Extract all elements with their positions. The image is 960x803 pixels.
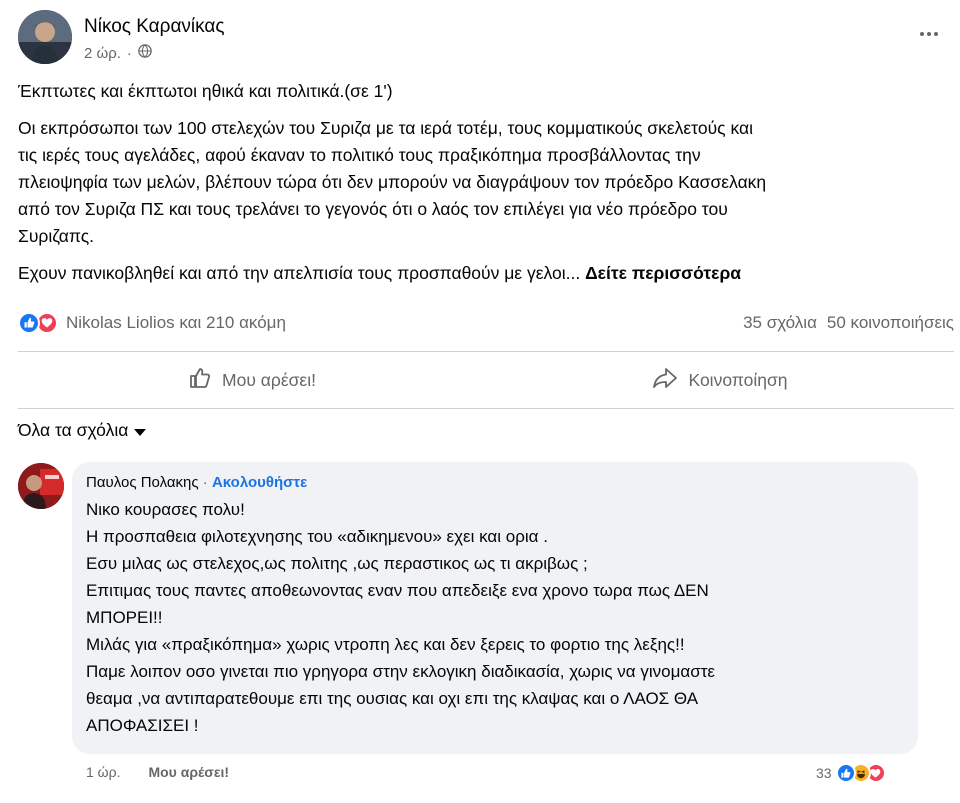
comment-line: θεαμα ,να αντιπαρατεθουμε επι της ουσιας και οχι επι της κλαψας και ο ΛΑΟΣ ΘΑ <box>86 689 699 708</box>
like-reaction-icon <box>18 312 40 334</box>
comment-reaction-count: 33 <box>816 765 832 781</box>
comment-reactions[interactable] <box>816 763 886 783</box>
post-headline: Έκπτωτες και έκπτωτοι ηθικά και πολιτικά.(σε 1') <box>18 81 393 101</box>
comment-bubble <box>72 462 918 754</box>
engagement-counts <box>743 313 954 333</box>
paragraph-line: πλειοψηφία των μελών, βλέπουν τώρα ότι δεν μπορούν να διαγράψουν τον πρόεδρο Κασσελακη <box>18 172 767 192</box>
comment-line: Μιλάς για «πραξικόπημα» χωρις ντροπη λες και δεν ξερεις το φορτιο της λεξης!! <box>86 635 685 654</box>
divider <box>18 408 954 409</box>
post-header <box>18 10 948 66</box>
comment-like-link[interactable]: Μου αρέσει! <box>148 764 230 780</box>
comment-text <box>86 496 904 739</box>
comment-line: Εσυ μιλας ως στελεχος,ως πολιτης ,ως περαστικος ως τι ακριβως ; <box>86 554 588 573</box>
post-body <box>18 78 948 297</box>
comment-line: Η προσπαθεια φιλοτεχνησης του «αδικημενου» εχει και ορια . <box>86 527 548 546</box>
reactions-bar <box>18 309 954 337</box>
comment-line: ΑΠΟΦΑΣΙΣΕΙ ! <box>86 716 199 735</box>
follow-link[interactable]: Ακολουθήστε <box>211 474 308 491</box>
like-button-label: Μου αρέσει! <box>222 369 316 390</box>
more-options-button[interactable] <box>916 24 942 44</box>
dot-icon <box>920 32 924 36</box>
comment-line: Νικο κουρασες πολυ! <box>86 500 245 519</box>
comments-count[interactable]: 35 σχόλια <box>743 313 817 332</box>
globe-icon[interactable] <box>138 44 152 62</box>
share-arrow-icon <box>652 366 678 395</box>
comment-line: Παμε λοιπον οσο γινεται πιο γρηγορα στην εκλογικη διαδικασία, χωρις να γινομαστε <box>86 662 715 681</box>
comment-line: ΜΠΟΡΕΙ!! <box>86 608 163 627</box>
shares-count[interactable]: 50 κοινοποιήσεις <box>826 313 954 332</box>
comment-time[interactable]: 1 ώρ. <box>86 764 121 780</box>
truncated-text: Εχουν πανικοβληθεί και από την απελπισία τους προσπαθούν με γελοι... <box>18 263 581 283</box>
see-more-link[interactable]: Δείτε περισσότερα <box>585 263 742 283</box>
post-time[interactable]: 2 ώρ. <box>84 44 121 62</box>
paragraph-line: Συριζαπς. <box>18 226 95 246</box>
like-reaction-icon <box>836 763 856 783</box>
comments-filter-dropdown[interactable] <box>18 420 146 441</box>
post-paragraph <box>18 115 948 250</box>
meta-dot: · <box>126 44 132 62</box>
comment-line: Επιτιμας τους παντες αποθεωνοντας εναν που απεδειξε ενα χρονο τωρα πως ΔΕΝ <box>86 581 709 600</box>
commenter-name[interactable]: Παυλος Πολακης <box>86 474 199 491</box>
share-button-label: Κοινοποίηση <box>688 369 788 390</box>
reactions-summary[interactable] <box>18 312 286 334</box>
header-separator: · <box>202 474 208 491</box>
commenter-avatar[interactable] <box>18 463 64 509</box>
like-button[interactable] <box>18 352 486 408</box>
comment-header <box>86 472 904 494</box>
author-avatar[interactable] <box>18 10 72 64</box>
post-truncated-paragraph <box>18 260 948 287</box>
post-author-name[interactable]: Νίκος Καρανίκας <box>84 16 225 37</box>
reactions-summary-text[interactable]: Nikolas Liolios και 210 ακόμη <box>66 313 286 332</box>
paragraph-line: από τον Συριζα ΠΣ και τους τρελάνει το γεγονός ότι ο λαός τον επιλέγει για νέο πρόεδρο του <box>18 199 728 219</box>
dot-icon <box>927 32 931 36</box>
thumbs-up-icon <box>188 366 212 395</box>
comments-filter-label: Όλα τα σχόλια <box>18 420 129 440</box>
caret-down-icon <box>134 429 146 436</box>
paragraph-line: Οι εκπρόσωποι των 100 στελεχών του Συριζα με τα ιερά τοτέμ, τους κομματικούς σκελετούς και <box>18 118 753 138</box>
dot-icon <box>934 32 938 36</box>
share-button[interactable] <box>486 352 954 408</box>
post-actions <box>18 352 954 408</box>
post-meta <box>84 44 152 62</box>
paragraph-line: τις ιερές τους αγελάδες, αφού έκαναν το πολιτικό τους πραξικόπημα προσβάλλοντας την <box>18 145 701 165</box>
comment-footer <box>86 764 229 780</box>
reaction-icons <box>18 312 58 334</box>
